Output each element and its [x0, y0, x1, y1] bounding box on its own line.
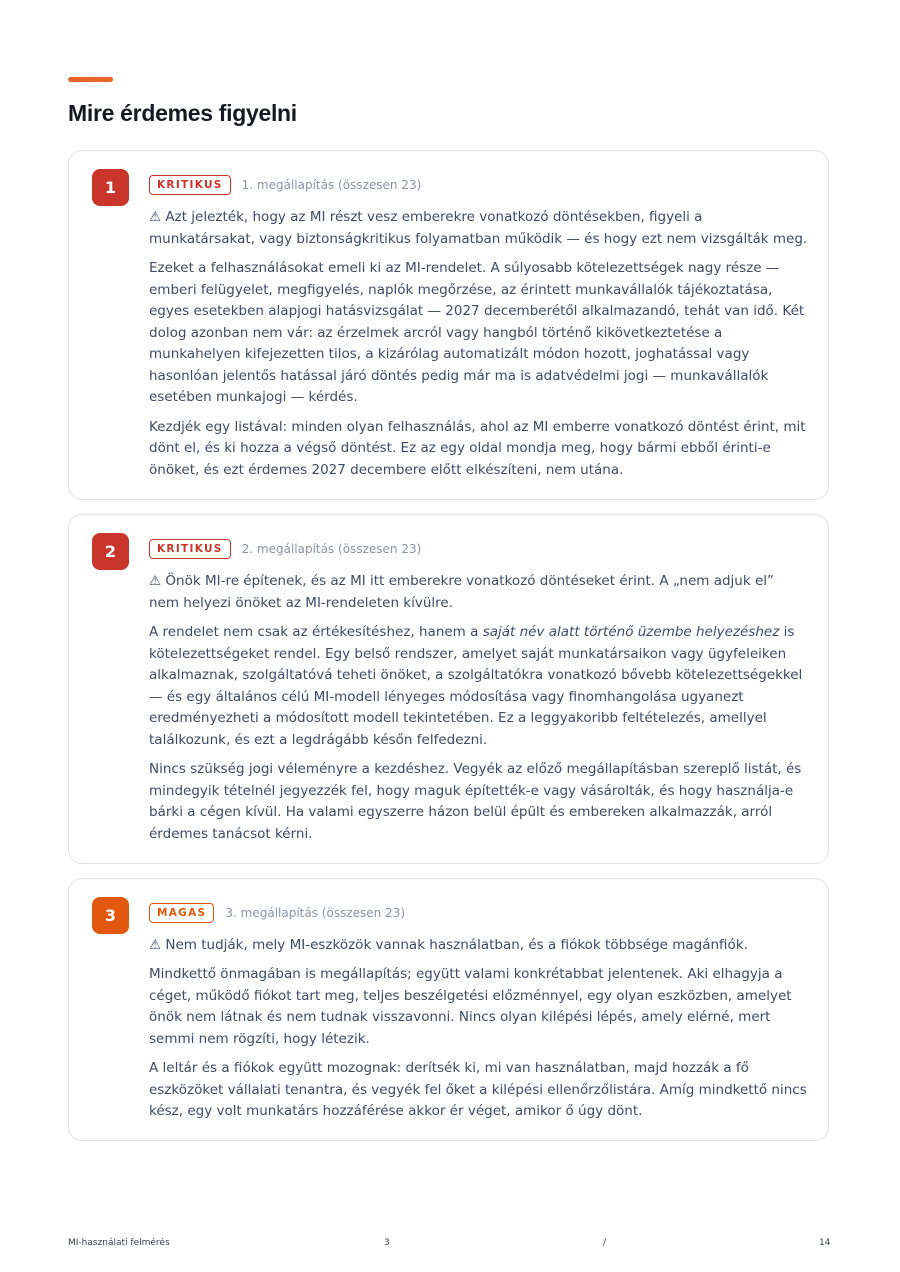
- finding-reference: 1. megállapítás (összesen 23): [241, 178, 422, 192]
- finding-number-badge: 3: [92, 897, 129, 934]
- finding-number-badge: 1: [92, 169, 129, 206]
- section-accent-bar: [68, 77, 113, 82]
- finding-number-badge: 2: [92, 533, 129, 570]
- finding-paragraph: Mindkettő önmagában is megállapítás; együtt valami konkrétabbat jelentenek. Aki elhagyja a céget, működő fiókot tart meg, teljes beszélgetési előzménnyel, egy olyan eszközben, amelyet önök nem látnak és nem tudnak visszavonni. Nincs olyan kilépési lépés, amely elérné, mert semmi nem rögzíti, hogy létezik.: [149, 966, 792, 1047]
- finding-body: [149, 538, 808, 845]
- section-title: Mire érdemes figyelni: [68, 100, 297, 126]
- finding-card-1: [68, 150, 829, 500]
- finding-headline: ⚠ Azt jelezték, hogy az MI részt vesz emberekre vonatkozó döntésekben, figyeli a munkatársakat, vagy biztonságkritikus folyamatban működik — és hogy ezt nem vizsgálták meg.: [149, 209, 808, 247]
- finding-body: [149, 174, 808, 481]
- finding-paragraph: Ezeket a felhasználásokat emeli ki az MI-rendelet. A súlyosabb kötelezettségek nagy része — emberi felügyelet, megfigyelés, naplók megőrzése, az érintett munkavállalók tájékoztatása, egyes esetekben alapjogi hatásvizsgálat — 2027 decemberétől alkalmazandó, tehát van idő. Két dolog azonban nem vár: az érzelmek arcról vagy hangból történő kikövetkeztetése a munkahelyen kifejezetten tilos, a kizárólag automatizált módon hozott, joghatással vagy hasonlóan jelentős hatással járó döntés pedig már ma is adatvédelmi jogi — munkavállalók esetében munkajogi — kérdés.: [149, 260, 805, 405]
- paragraph-text: is kötelezettségeket rendel. Egy belső rendszer, amelyet saját munkatársaikon vagy ügyfeleiken alkalmaznak, szolgáltatóvá teheti önöket, a szolgáltatókra vonatkozó bővebb kötelezettségekkel — és egy általános célú MI-modell lényeges módosítása vagy finomhangolása ugyanezt eredményezheti a módosított modell tekintetében. Ez a leggyakoribb feltételezés, amellyel találkozunk, és ezt a legdrágább későn felfedezni.: [149, 624, 803, 748]
- finding-meta: [149, 174, 808, 196]
- footer-separator: /: [603, 1238, 607, 1248]
- finding-card-2: [68, 514, 829, 864]
- finding-card-3: [68, 878, 829, 1141]
- finding-reference: 3. megállapítás (összesen 23): [225, 906, 406, 920]
- severity-tag: KRITIKUS: [149, 175, 231, 195]
- emphasized-text: saját név alatt történő üzembe helyezéshez: [482, 624, 780, 640]
- severity-tag: KRITIKUS: [149, 539, 231, 559]
- footer-page-number: 3: [384, 1238, 390, 1248]
- finding-paragraph: A leltár és a fiókok együtt mozognak: derítsék ki, mi van használatban, majd hozzák a fő eszközöket vállalati tenantra, és vegyék fel őket a kilépési ellenőrzőlistára. Amíg mindkettő nincs kész, egy volt munkatárs hozzáférése akkor ér véget, amikor ő úgy dönt.: [149, 1060, 807, 1119]
- severity-tag: MAGAS: [149, 903, 214, 923]
- finding-meta: [149, 538, 808, 560]
- finding-paragraph: [149, 622, 808, 751]
- paragraph-text: A rendelet nem csak az értékesítéshez, hanem a: [149, 624, 483, 640]
- finding-reference: 2. megállapítás (összesen 23): [241, 542, 422, 556]
- finding-headline: ⚠ Nem tudják, mely MI-eszközök vannak használatban, és a fiókok többsége magánfiók.: [149, 937, 748, 953]
- finding-headline: ⚠ Önök MI-re építenek, és az MI itt emberekre vonatkozó döntéseket érint. A „nem adjuk el” nem helyezi önöket az MI-rendeleten kívülre.: [149, 573, 775, 611]
- footer-page-total: 14: [819, 1238, 831, 1248]
- finding-body: [149, 902, 808, 1123]
- footer-document-title: MI-használati felmérés: [68, 1238, 170, 1248]
- finding-paragraph: Nincs szükség jogi véleményre a kezdéshez. Vegyék az előző megállapításban szereplő listát, és mindegyik tételnél jegyezzék fel, hogy maguk építették-e vagy vásárolták, és hogy használja-e bárki a cégen kívül. Ha valami egyszerre házon belül épült és embereken alkalmazzák, arról érdemes tanácsot kérni.: [149, 761, 802, 842]
- finding-paragraph: Kezdjék egy listával: minden olyan felhasználás, ahol az MI emberre vonatkozó döntést érint, mit dönt el, és ki hozza a végső döntést. Ez az egy oldal mondja meg, hogy bármi ebből érinti-e önöket, és ezt érdemes 2027 decembere előtt elkészíteni, nem utána.: [149, 418, 806, 478]
- finding-meta: [149, 902, 808, 924]
